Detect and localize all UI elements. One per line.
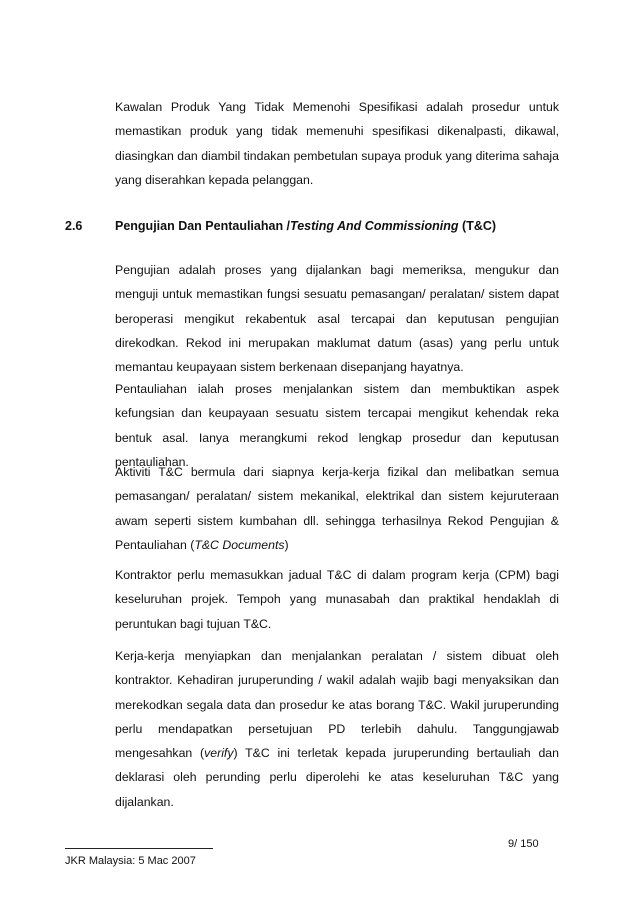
section-title-malay: Pengujian Dan Pentauliahan / (115, 219, 291, 233)
paragraph-pentauliahan: Pentauliahan ialah proses menjalankan sistem dan membuktikan aspek kefungsian dan keupayaan sesuatu sistem tercapai mengikut kehendak reka bentuk asal. Ianya merangkumi rekod lengkap prosedur dan keputusan pentauliahan. (115, 382, 559, 469)
paragraph-kerja-kerja-text: Kerja-kerja menyiapkan dan menjalankan peralatan / sistem dibuat oleh kontraktor. Kehadiran juruperunding / wakil adalah wajib bagi menyaksikan dan merekodkan segala data dan prosedur ke atas borang T&C. Wakil juruperunding perlu mendapatkan persetujuan PD terlebih dahulu. Tanggungjawab mengesahkan ( (115, 649, 559, 761)
footer-source: JKR Malaysia: 5 Mac 2007 (65, 855, 196, 867)
intro-paragraph: Kawalan Produk Yang Tidak Memenohi Spesifikasi adalah prosedur untuk memastikan produk yang tidak memenuhi spesifikasi dikenalpasti, dikawal, diasingkan dan diambil tindakan pembetulan supaya produk yang diterima sahaja yang diserahkan kepada pelanggan. (115, 100, 559, 187)
verify-term: verify (204, 746, 234, 761)
paragraph-pengujian: Pengujian adalah proses yang dijalankan bagi memeriksa, mengukur dan menguji untuk memastikan fungsi sesuatu pemasangan/ peralatan/ sistem dapat beroperasi mengikut rekabentuk asal tercapai dan keputusan pengujian direkodkan. Rekod ini merupakan maklumat datum (asas) yang perlu untuk memantau keupayaan sistem berkenaan disepanjang hayatnya. (115, 263, 559, 375)
tc-documents-term: T&C Documents (194, 537, 285, 552)
section-title-suffix: (T&C) (458, 219, 497, 233)
paragraph-aktiviti-close: ) (284, 537, 289, 552)
footer-divider (65, 848, 213, 849)
paragraph-kerja-kerja (115, 644, 559, 814)
section-number: 2.6 (65, 219, 83, 233)
page-number: 9/ 150 (508, 838, 539, 850)
section-title (115, 219, 496, 233)
paragraph-kontraktor: Kontraktor perlu memasukkan jadual T&C di dalam program kerja (CPM) bagi keseluruhan projek. Tempoh yang munasabah dan praktikal hendaklah di peruntukan bagi tujuan T&C. (115, 568, 559, 631)
section-title-english: Testing And Commissioning (290, 219, 459, 233)
paragraph-aktiviti (115, 460, 559, 557)
paragraph-aktiviti-text: Aktiviti T&C bermula dari siapnya kerja-kerja fizikal dan melibatkan semua pemasangan/ peralatan/ sistem mekanikal, elektrikal dan sistem kejuruteraan awam seperti sistem kumbahan dll. sehingga terhasilnya Rekod Pengujian & Pentauliahan ( (115, 465, 559, 552)
paragraph-kerja-kerja-end: ) T&C ini terletak kepada juruperunding bertauliah dan deklarasi oleh perunding perlu diperolehi ke atas keseluruhan T&C yang dijalankan. (115, 746, 559, 809)
